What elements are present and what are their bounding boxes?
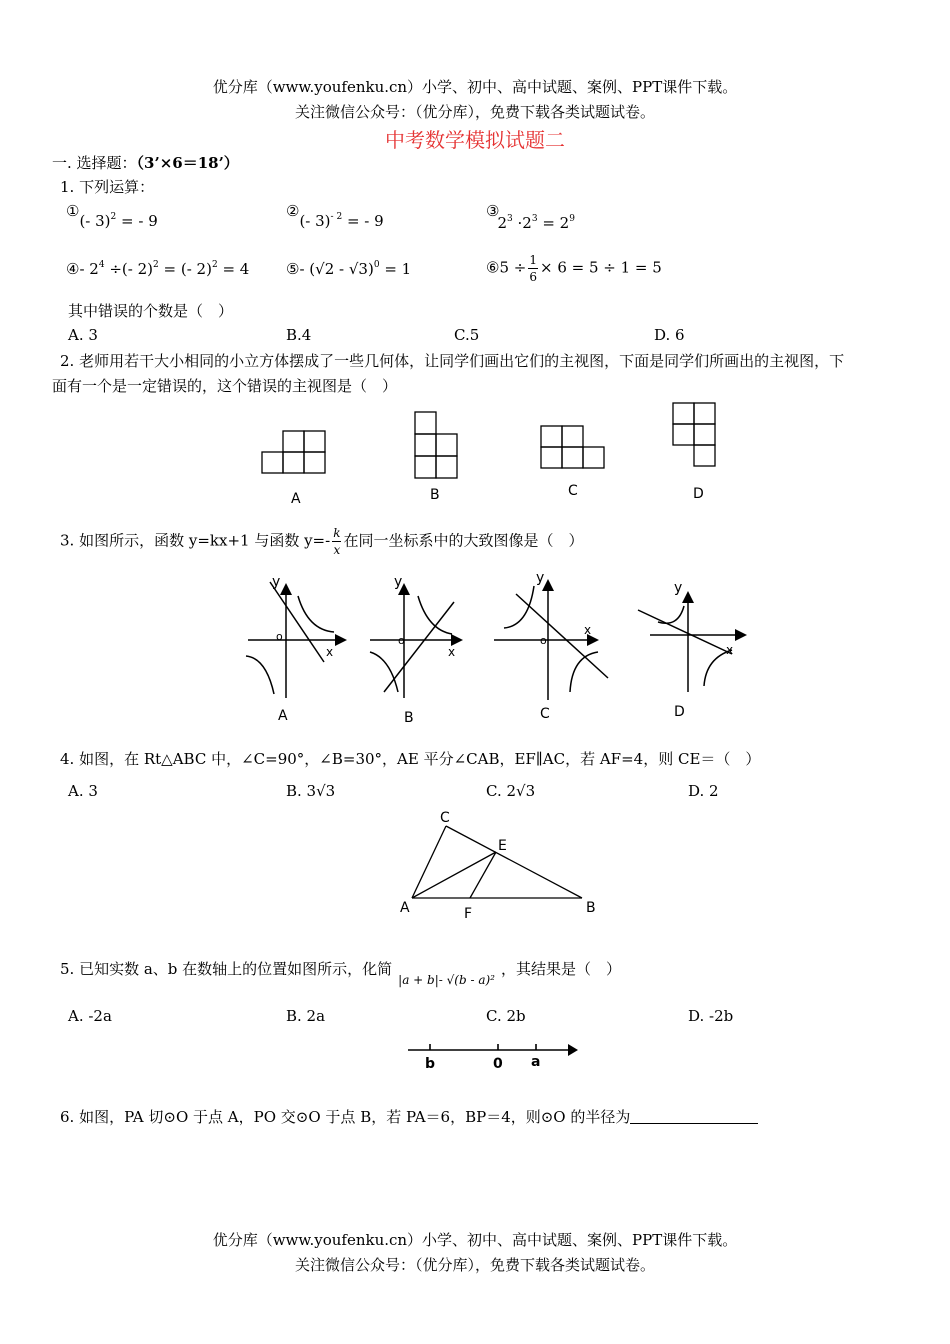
svg-text:o: o [276,630,283,643]
svg-text:x: x [726,643,734,657]
q2-label-b: B [430,487,440,503]
svg-text:y: y [536,570,545,586]
q5-stem: 5. 已知实数 a、b 在数轴上的位置如图所示，化简$_{|a + b|- √(b - a)^2}$，其结果是（ ） [60,960,622,987]
q3-graph-a [246,582,344,698]
q2-label-c: C [568,483,578,499]
q4-option-b: B. 3√3 [286,782,336,800]
header-line-1: 优分库（www.youfenku.cn）小学、初中、高中试题、案例、PPT课件下载。 [212,78,738,96]
q5-label-b: b [425,1056,436,1072]
q4-label-b: B [586,900,596,916]
q3-graph-b [370,586,460,698]
q3-stem: 3. 如图所示，函数 y=kx+1 与函数 y=- $\frac{k}{x}$ 在同一坐标系中的大致图像是（ ） [60,526,584,557]
q2-view-b [415,412,457,478]
svg-text:x: x [326,645,334,659]
q4-stem: 4. 如图，在 Rt△ABC 中，∠C=90°，∠B=30°，AE 平分∠CAB，EF∥AC，若 AF=4，则 CE＝（ ） [60,750,761,768]
q1-item-4: ④- $2^4$ ÷(- 2)$^2$ = (- 2)$^2$ = 4 [66,260,250,278]
q5-expression: |a + b|- √(b - a)² [398,973,495,987]
q1-stem: 1. 下列运算： [60,178,155,196]
svg-text:y: y [272,574,281,590]
q1-item-3: $③2^3 \cdot 2^3 = 2^9$ [486,202,575,232]
q1-option-c: C.5 [454,326,480,344]
q2-line-1: 2. 老师用若干大小相同的小立方体摆成了一些几何体，让同学们画出它们的主视图，下面是同学们所画出的主视图，下 [60,352,845,370]
q5-option-a: A. -2a [68,1007,112,1025]
q6-answer-blank [630,1109,758,1124]
q4-label-c: C [440,810,450,826]
q5-label-zero: 0 [493,1056,503,1072]
q3-label-a: A [278,708,288,724]
q4-option-d: D. 2 [688,782,719,800]
footer-line-1: 优分库（www.youfenku.cn）小学、初中、高中试题、案例、PPT课件下载。 [212,1231,738,1249]
q3-label-d: D [674,704,685,720]
q5-number-line [400,1038,585,1074]
q5-option-b: B. 2a [286,1007,326,1025]
page-title: 中考数学模拟试题二 [385,128,565,152]
q5-label-a: a [531,1054,541,1070]
svg-text:o: o [540,634,547,647]
q5-option-d: D. -2b [688,1007,734,1025]
q2-view-a [262,431,325,473]
q1-item-1: ①(- 3)$^2$ = - 9 [66,202,158,230]
q2-view-d [673,403,715,466]
q1-item-5: ⑤- (√2 - √3)$^0$ = 1 [286,260,412,278]
q3-graph-c [494,582,608,700]
q4-triangle-figure [396,808,606,926]
q1-question: 其中错误的个数是（ ） [68,302,234,320]
q4-label-a: A [400,900,410,916]
q1-item-2: ②(- 3)$^{- 2}$ = - 9 [286,202,384,230]
q4-label-f: F [464,906,473,922]
q4-option-a: A. 3 [68,782,98,800]
q2-views-figure [250,398,730,508]
q3-label-b: B [404,710,414,726]
svg-text:y: y [394,574,403,590]
section-score: （3’×6＝18’） [136,154,239,172]
q5-option-c: C. 2b [486,1007,526,1025]
q2-line-2: 面有一个是一定错误的，这个错误的主视图是（ ） [52,377,398,395]
q3-graphs-figure [238,568,758,728]
q1-option-b: B.4 [286,326,312,344]
q1-option-d: D. 6 [654,326,685,344]
footer-line-2: 关注微信公众号：（优分库），免费下载各类试题试卷。 [294,1256,655,1274]
q2-label-d: D [693,486,704,502]
q1-item-6: ⑥5 ÷ $\frac{1}{6}$ × 6 = 5 ÷ 1 = 5 [486,253,662,284]
svg-text:o: o [398,634,405,647]
svg-text:x: x [584,623,592,637]
section-heading [52,152,239,173]
q2-view-c [541,426,604,468]
q4-label-e: E [498,838,507,854]
q3-label-c: C [540,706,550,722]
svg-text:y: y [674,580,683,596]
q6-stem: 6. 如图，PA 切⊙O 于点 A，PO 交⊙O 于点 B，若 PA＝6，BP＝4，则⊙O 的半径为 [60,1106,758,1127]
q2-label-a: A [291,491,301,507]
q4-option-c: C. 2√3 [486,782,536,800]
section-label: 一. 选择题： [52,154,137,172]
header-line-2: 关注微信公众号：（优分库），免费下载各类试题试卷。 [294,103,655,121]
q1-option-a: A. 3 [68,326,98,344]
svg-text:x: x [448,645,456,659]
